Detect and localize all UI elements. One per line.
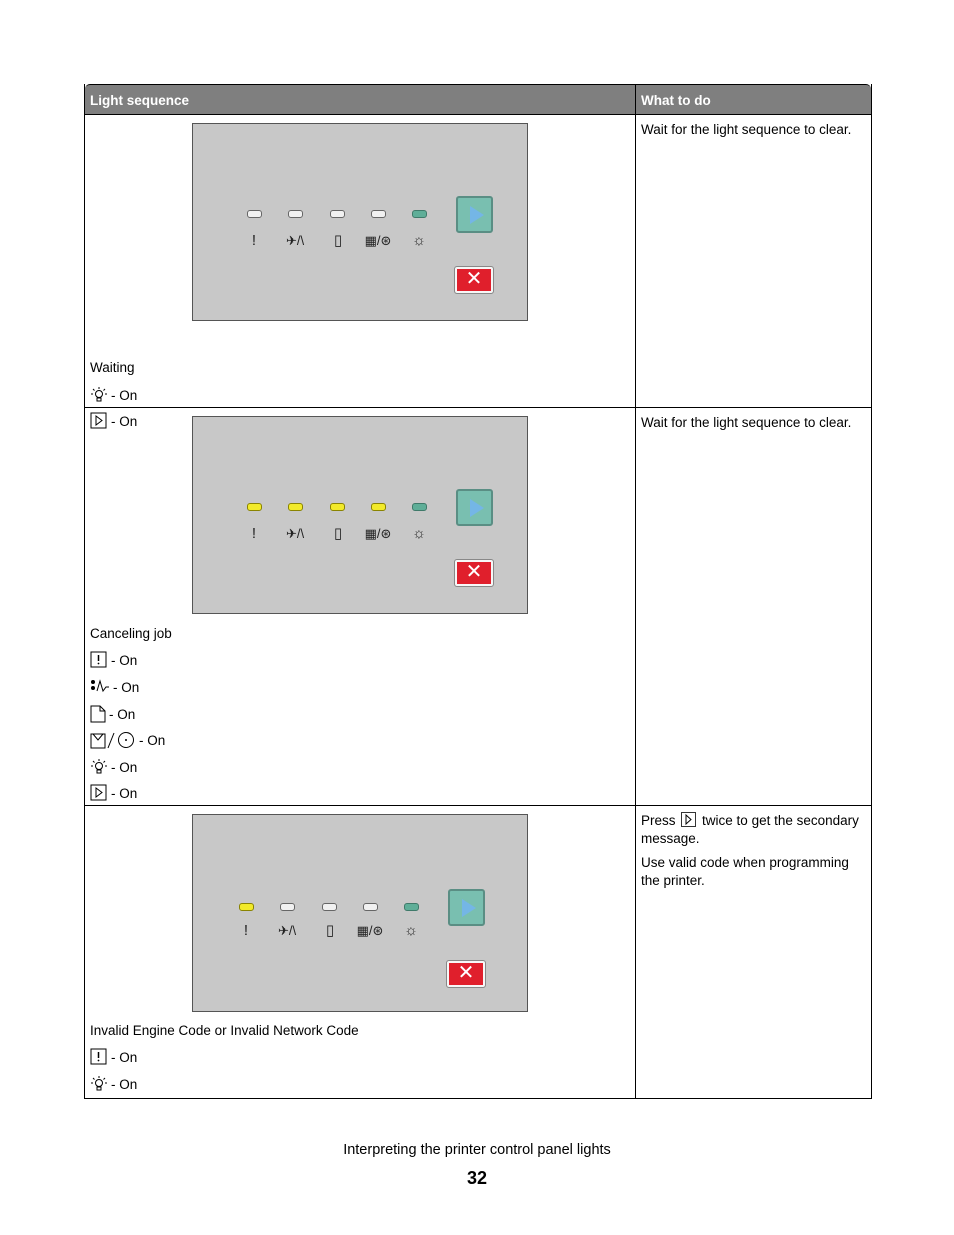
error-icon: [90, 651, 108, 669]
table-row: [85, 115, 871, 429]
cancel-button: ✕: [455, 560, 493, 586]
ready-light-icon: ☼: [412, 232, 426, 249]
state-ready: - On: [90, 758, 137, 776]
table-header: [85, 84, 871, 115]
toner-led: [371, 503, 386, 511]
ready-light-icon: ☼: [412, 525, 426, 542]
state-paper-jam: - On: [90, 678, 139, 696]
toner-photoconductor-icon: ▦/⊛: [364, 233, 392, 248]
what-to-do-cell: Press twice to get the secondary message. Use valid code when programming the printer.: [641, 813, 859, 888]
what-to-do-cell: Wait for the light sequence to clear.: [641, 122, 852, 137]
state-ready: - On: [90, 1075, 137, 1093]
cancel-button: ✕: [447, 961, 485, 987]
paper-jam-led: [280, 903, 295, 911]
light-sequence-table: [84, 84, 872, 1099]
state-ready: - On: [90, 386, 137, 404]
control-panel-image: [192, 814, 528, 1012]
ready-led: [412, 503, 427, 511]
what-to-do-cell: Wait for the light sequence to clear.: [641, 415, 852, 430]
load-paper-icon: [90, 705, 106, 723]
header-what-to-do: What to do: [641, 93, 711, 108]
state-go: - On: [90, 784, 137, 802]
paper-jam-icon: ✈/\: [285, 526, 305, 541]
error-icon: !: [251, 525, 257, 542]
paper-jam-icon: ✈/\: [277, 923, 297, 938]
load-paper-led: [330, 210, 345, 218]
table-row: [85, 806, 871, 1098]
table-row: [85, 408, 871, 806]
load-paper-led: [322, 903, 337, 911]
sequence-caption: Waiting: [90, 360, 135, 375]
toner-photoconductor-icon: ▦/⊛: [356, 923, 384, 938]
state-load-paper: - On: [90, 705, 135, 723]
toner-photoconductor-icon: [90, 731, 136, 749]
toner-photoconductor-icon: ▦/⊛: [364, 526, 392, 541]
ready-led: [412, 210, 427, 218]
paper-jam-led: [288, 210, 303, 218]
ready-led: [404, 903, 419, 911]
error-led: [247, 503, 262, 511]
go-button: [456, 489, 493, 526]
paper-jam-icon: ✈/\: [285, 233, 305, 248]
state-toner: - On: [90, 731, 165, 749]
ready-light-icon: ☼: [404, 922, 418, 939]
go-button-icon: [681, 812, 696, 827]
error-led: [239, 903, 254, 911]
go-button: [456, 196, 493, 233]
cancel-button: ✕: [455, 267, 493, 293]
go-button-icon: [90, 784, 108, 802]
toner-led: [363, 903, 378, 911]
error-led: [247, 210, 262, 218]
ready-light-icon: [90, 1075, 108, 1093]
load-paper-led: [330, 503, 345, 511]
error-icon: !: [251, 232, 257, 249]
state-error: - On: [90, 651, 137, 669]
error-icon: [90, 1048, 108, 1066]
page-number: 32: [466, 1168, 488, 1188]
sequence-caption: Invalid Engine Code or Invalid Network Code: [90, 1023, 359, 1038]
ready-light-icon: [90, 386, 108, 404]
state-go: - On: [90, 412, 137, 430]
load-paper-icon: ▯: [333, 525, 343, 542]
go-button: [448, 889, 485, 926]
toner-led: [371, 210, 386, 218]
header-light-sequence: Light sequence: [85, 85, 636, 114]
load-paper-icon: ▯: [333, 232, 343, 249]
load-paper-icon: ▯: [325, 922, 335, 939]
paper-jam-led: [288, 503, 303, 511]
control-panel-image: [192, 123, 528, 321]
control-panel-image: [192, 416, 528, 614]
state-error: - On: [90, 1048, 137, 1066]
paper-jam-icon: [90, 678, 110, 696]
footer-title: Interpreting the printer control panel lights: [343, 1142, 611, 1158]
error-icon: !: [243, 922, 249, 939]
ready-light-icon: [90, 758, 108, 776]
sequence-caption: Canceling job: [90, 626, 172, 641]
